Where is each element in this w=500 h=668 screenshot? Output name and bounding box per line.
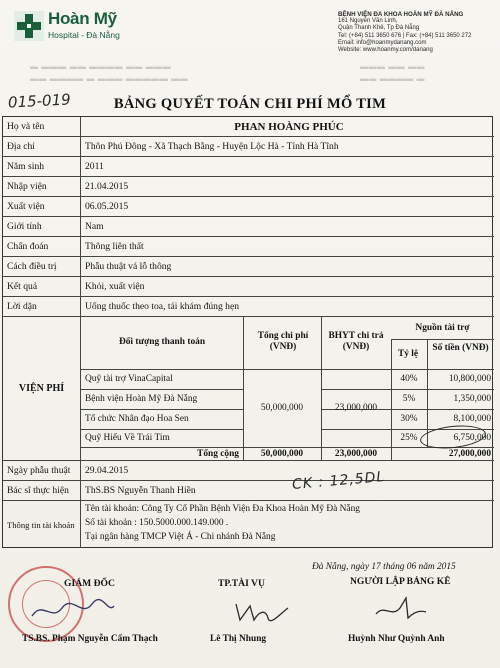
payer-ratio: 40%: [400, 374, 418, 384]
patient-address: Thôn Phú Đông - Xã Thạch Bằng - Huyện Lộc Hà - Tỉnh Hà Tĩnh: [85, 141, 339, 152]
preparer-title: NGƯỜI LẬP BẢNG KÊ: [350, 576, 451, 587]
payer-ratio: 25%: [400, 433, 418, 443]
diagnosis-label: Chẩn đoán: [3, 237, 81, 256]
logo-name: Hoàn Mỹ: [48, 9, 117, 28]
finance-title: TP.TÀI VỤ: [218, 578, 265, 589]
birth-label: Năm sinh: [3, 157, 81, 176]
row-account: [3, 501, 494, 548]
surgery-date-label: Ngày phẫu thuật: [3, 461, 81, 480]
patient-gender: Nam: [85, 221, 104, 232]
preparer-signature-icon: [370, 594, 430, 624]
bleed-through-texture: ▬ ▬▬▬ ▬▬ ▬▬▬▬ ▬▬ ▬▬▬: [30, 62, 172, 71]
payer-name: Bệnh viện Hoàn Mỹ Đà Nẵng: [85, 394, 198, 404]
name-label: Họ và tên: [3, 117, 81, 136]
payer-amount: 10,800,000: [448, 374, 491, 384]
advice-label: Lời dặn: [3, 297, 81, 316]
row-doctor: [3, 481, 494, 501]
payer-name: Quỹ tài trợ VinaCapital: [85, 374, 173, 384]
finance-signature-icon: [232, 596, 292, 626]
finance-name: Lê Thị Nhung: [210, 634, 267, 644]
payer-ratio: 30%: [400, 414, 418, 424]
payer-amount: 1,350,000: [453, 394, 491, 404]
row-diagnosis: [3, 237, 494, 257]
result-label: Kết quả: [3, 277, 81, 296]
fees-section-label: VIỆN PHÍ: [3, 317, 81, 460]
hospital-address-1: 161 Nguyễn Văn Linh,: [338, 18, 398, 25]
preparer-name: Huỳnh Như Quỳnh Anh: [348, 634, 445, 644]
row-result: [3, 277, 494, 297]
bleed-through-texture: ▬▬ ▬▬▬▬ ▬: [360, 74, 425, 83]
sum-total-cost: 50,000,000: [260, 449, 304, 459]
document-title: BẢNG QUYẾT TOÁN CHI PHÍ MỔ TIM: [113, 96, 387, 112]
admit-label: Nhập viện: [3, 177, 81, 196]
diagnosis: Thông liên thất: [85, 241, 144, 252]
sum-bhyt: 23,000,000: [334, 449, 378, 459]
row-gender: [3, 217, 494, 237]
payer-ratio: 5%: [402, 394, 416, 404]
admit-date: 21.04.2015: [85, 181, 129, 192]
account-bank: Tại ngân hàng TMCP Việt Á - Chi nhánh Đà Nẵng: [85, 532, 276, 542]
sponsor-column-header: Nguồn tài trợ: [415, 323, 470, 333]
amount-column-header: Số tiền (VNĐ): [432, 343, 489, 353]
row-name: [3, 117, 494, 137]
payer-amount: 8,100,000: [453, 414, 491, 424]
account-label: Thông tin tài khoản: [3, 501, 81, 548]
treatment: Phẫu thuật vá lỗ thông: [85, 261, 172, 272]
row-address: [3, 137, 494, 157]
patient-name: PHAN HOÀNG PHÚC: [234, 120, 344, 133]
settlement-table: [2, 116, 493, 548]
patient-birth: 2011: [85, 161, 104, 172]
account-name: Tên tài khoản: Công Ty Cổ Phần Bệnh Viện Đa Khoa Hoàn Mỹ Đà Nẵng: [85, 504, 360, 514]
advice: Uống thuốc theo toa, tái khám đúng hẹn: [85, 301, 240, 312]
result: Khỏi, xuất viện: [85, 281, 145, 292]
sum-label: Tổng cộng: [197, 449, 239, 459]
cross-logo-icon: [14, 11, 44, 41]
row-admit: [3, 177, 494, 197]
hospital-contact-info: [338, 11, 498, 54]
handwritten-file-code: 015-019: [7, 90, 72, 112]
hospital-phone: Tel: (+84) 511 3650 676 | Fax: (+84) 511 3650 272: [338, 32, 472, 39]
hospital-address-2: Quận Thanh Khê, Tp Đà Nẵng: [338, 25, 420, 32]
surgery-date: 29.04.2015: [85, 465, 129, 476]
hospital-email: Email: info@hoanmydanang.com: [338, 39, 427, 46]
discharge-date: 06.05.2015: [85, 201, 129, 212]
ratio-column-header: Tỷ lệ: [397, 349, 419, 359]
payer-name: Tổ chức Nhân đạo Hoa Sen: [85, 414, 189, 424]
bleed-through-texture: ▬▬ ▬▬▬▬ ▬ ▬▬▬ ▬▬▬▬▬ ▬▬: [30, 74, 189, 83]
director-name: TS.BS. Phạm Nguyễn Cẩm Thạch: [22, 634, 158, 644]
total-cost-value: 50,000,000: [260, 403, 304, 413]
director-title: GIÁM ĐỐC: [64, 578, 115, 589]
director-signature-icon: [28, 596, 118, 626]
doctor-label: Bác sĩ thực hiện: [3, 481, 81, 500]
hospital-logo: [14, 8, 134, 48]
total-cost-column-header: Tổng chi phí (VNĐ): [257, 331, 309, 352]
row-birth: [3, 157, 494, 177]
signature-date-line: Đà Nẵng, ngày 17 tháng 06 năm 2015: [312, 562, 456, 572]
sum-amount: 27,000,000: [448, 449, 491, 459]
hospital-website: Website: www.hoanmy.com/danang: [338, 47, 433, 54]
handwritten-note: CK : 12,5DL: [291, 468, 386, 494]
payer-name: Quỹ Hiểu Về Trái Tim: [85, 433, 170, 443]
account-number: Số tài khoản : 150.5000.000.149.000 .: [85, 518, 229, 528]
row-surgery-date: [3, 461, 494, 481]
treatment-label: Cách điều trị: [3, 257, 81, 276]
doctor-name: ThS.BS Nguyễn Thanh Hiền: [85, 485, 196, 496]
payer-column-header: Đối tượng thanh toán: [118, 337, 206, 347]
address-label: Địa chỉ: [3, 137, 81, 156]
row-treatment: [3, 257, 494, 277]
discharge-label: Xuất viện: [3, 197, 81, 216]
gender-label: Giới tính: [3, 217, 81, 236]
bhyt-value: 23,000,000: [334, 403, 378, 413]
row-discharge: [3, 197, 494, 217]
payer-amount: 6,750,000: [453, 433, 491, 443]
hospital-name: BỆNH VIỆN ĐA KHOA HOÀN MỸ ĐÀ NẴNG: [338, 11, 464, 18]
row-advice: [3, 297, 494, 317]
logo-subtitle: Hospital - Đà Nẵng: [48, 30, 120, 40]
bhyt-column-header: BHYT chi trả (VNĐ): [328, 331, 384, 352]
bleed-through-texture: ▬▬▬ ▬▬ ▬▬: [360, 62, 425, 71]
